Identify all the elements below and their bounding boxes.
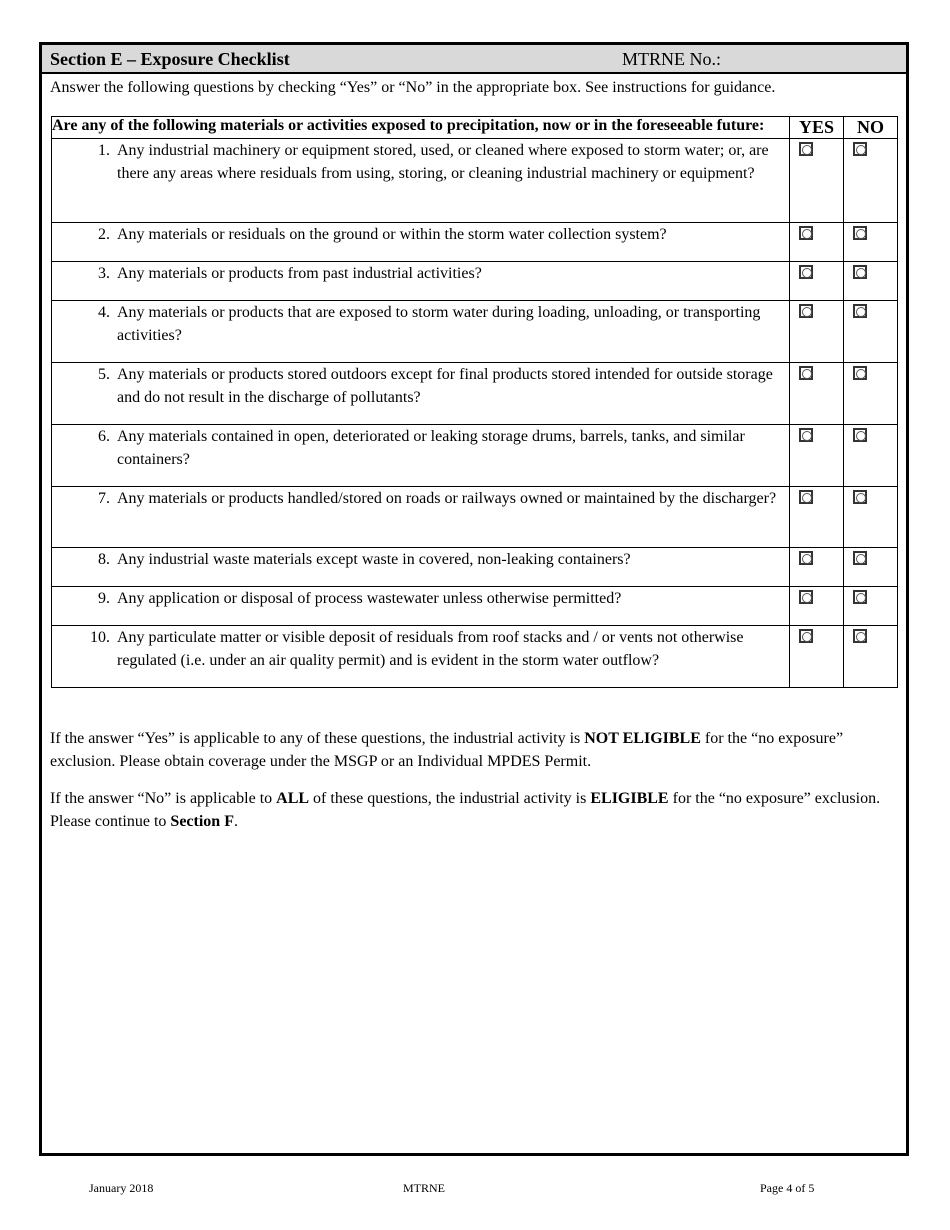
form-frame <box>39 42 909 1156</box>
question-number: 3. <box>98 265 110 282</box>
question-number: 4. <box>98 304 110 321</box>
question-number: 5. <box>98 366 110 383</box>
section-header <box>42 45 906 74</box>
table-row <box>52 363 898 425</box>
q4-no-checkbox[interactable] <box>853 304 867 318</box>
q8-no-checkbox[interactable] <box>853 551 867 565</box>
yes-column-header: YES <box>790 117 844 139</box>
question-number: 9. <box>98 590 110 607</box>
not-eligible-emphasis: NOT ELIGIBLE <box>584 730 701 747</box>
question-text: Any particulate matter or visible deposit of residuals from roof stacks and / or vents not otherwise regulated (i.e. under an air quality permit) and is evident in the storm water outflow? <box>117 629 744 669</box>
question-text: Any materials or products handled/stored on roads or railways owned or maintained by the discharger? <box>117 490 777 507</box>
q4-yes-checkbox[interactable] <box>799 304 813 318</box>
no-column-header: NO <box>844 117 898 139</box>
footer-page-number: Page 4 of 5 <box>760 1181 815 1195</box>
section-f-reference: Section F <box>170 813 234 830</box>
q2-yes-checkbox[interactable] <box>799 226 813 240</box>
q1-yes-checkbox[interactable] <box>799 142 813 156</box>
not-eligible-paragraph: If the answer “Yes” is applicable to any of these questions, the industrial activity is NOT ELIGIBLE for the “no exposure” exclusion. Please obtain coverage under the MSGP or an Individual MPDES Permit. <box>50 730 844 770</box>
table-row <box>52 262 898 301</box>
q2-no-checkbox[interactable] <box>853 226 867 240</box>
q3-yes-checkbox[interactable] <box>799 265 813 279</box>
question-number: 2. <box>98 226 110 243</box>
q9-yes-checkbox[interactable] <box>799 590 813 604</box>
q6-no-checkbox[interactable] <box>853 428 867 442</box>
question-text: Any industrial machinery or equipment stored, used, or cleaned where exposed to storm water; or, are there any areas where residuals from using, storing, or cleaning industrial machinery or equipment? <box>117 142 769 182</box>
footer-date: January 2018 <box>89 1181 154 1195</box>
exposure-checklist-table <box>51 116 898 688</box>
q5-yes-checkbox[interactable] <box>799 366 813 380</box>
question-text: Any materials or products from past industrial activities? <box>117 265 482 282</box>
q10-no-checkbox[interactable] <box>853 629 867 643</box>
question-text: Any application or disposal of process wastewater unless otherwise permitted? <box>117 590 622 607</box>
question-text: Any industrial waste materials except waste in covered, non-leaking containers? <box>117 551 631 568</box>
question-text: Any materials or products stored outdoors except for final products stored intended for outside storage and do not result in the discharge of pollutants? <box>117 366 773 406</box>
q1-no-checkbox[interactable] <box>853 142 867 156</box>
q10-yes-checkbox[interactable] <box>799 629 813 643</box>
q9-no-checkbox[interactable] <box>853 590 867 604</box>
instructions-text: Answer the following questions by checking “Yes” or “No” in the appropriate box. See instructions for guidance. <box>50 79 776 96</box>
eligible-paragraph: If the answer “No” is applicable to ALL of these questions, the industrial activity is ELIGIBLE for the “no exposure” exclusion. Please continue to Section F. <box>50 790 881 830</box>
all-emphasis: ALL <box>276 790 310 807</box>
table-row <box>52 626 898 688</box>
section-title: Section E – Exposure Checklist <box>50 49 290 69</box>
question-text: Any materials or products that are exposed to storm water during loading, unloading, or transporting activities? <box>117 304 761 344</box>
question-number: 6. <box>98 428 110 445</box>
q7-no-checkbox[interactable] <box>853 490 867 504</box>
table-row <box>52 548 898 587</box>
table-row <box>52 425 898 487</box>
q3-no-checkbox[interactable] <box>853 265 867 279</box>
q7-yes-checkbox[interactable] <box>799 490 813 504</box>
question-text: Any materials or residuals on the ground or within the storm water collection system? <box>117 226 667 243</box>
eligible-emphasis: ELIGIBLE <box>590 790 669 807</box>
table-header-row <box>52 117 898 139</box>
table-row <box>52 301 898 363</box>
question-text: Any materials contained in open, deteriorated or leaking storage drums, barrels, tanks, and similar containers? <box>117 428 745 468</box>
question-number: 7. <box>98 490 110 507</box>
question-number: 10. <box>90 629 110 646</box>
footer-form-name: MTRNE <box>403 1181 445 1195</box>
mtrne-number-label: MTRNE No.: <box>622 49 721 69</box>
question-header: Are any of the following materials or activities exposed to precipitation, now or in the foreseeable future: <box>52 117 790 139</box>
q5-no-checkbox[interactable] <box>853 366 867 380</box>
question-number: 1. <box>98 142 110 159</box>
question-number: 8. <box>98 551 110 568</box>
q6-yes-checkbox[interactable] <box>799 428 813 442</box>
table-row <box>52 587 898 626</box>
table-row <box>52 223 898 262</box>
table-row <box>52 487 898 548</box>
q8-yes-checkbox[interactable] <box>799 551 813 565</box>
table-row <box>52 139 898 223</box>
